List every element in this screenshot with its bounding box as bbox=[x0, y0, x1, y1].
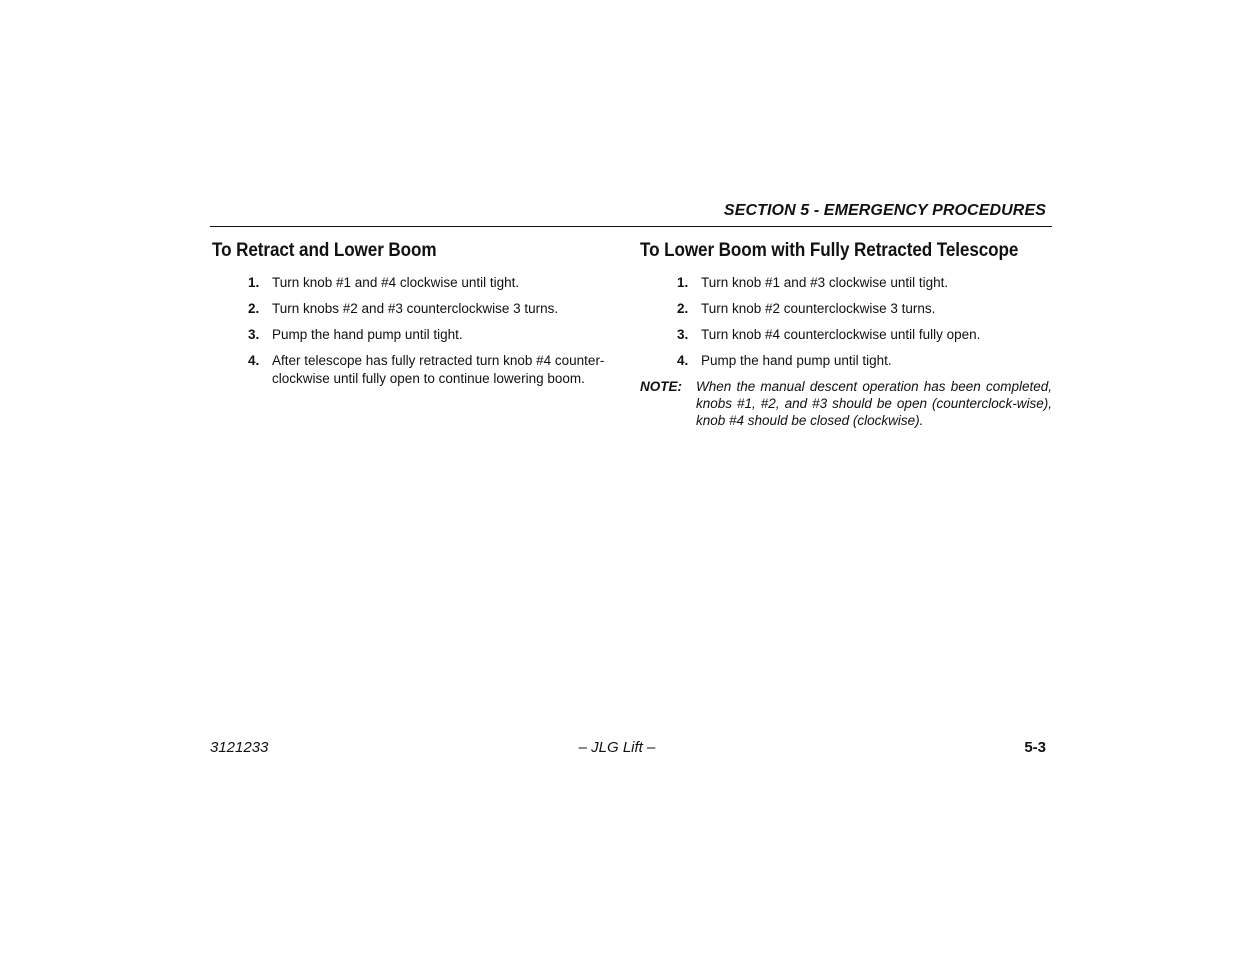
section-header-title: SECTION 5 - EMERGENCY PROCEDURES bbox=[723, 202, 1046, 219]
list-item bbox=[248, 326, 627, 344]
retract-steps-list bbox=[212, 274, 627, 388]
list-item bbox=[677, 300, 1052, 318]
step-text: After telescope has fully retracted turn knob #4 counter-clockwise until fully open to continue lowering boom. bbox=[272, 353, 605, 386]
note-label: NOTE: bbox=[640, 379, 682, 394]
step-number: 3. bbox=[248, 327, 260, 342]
lower-boom-steps-list bbox=[640, 274, 1052, 370]
list-item bbox=[677, 274, 1052, 292]
list-item bbox=[248, 274, 627, 292]
section-heading-lower-boom-retracted: To Lower Boom with Fully Retracted Telescope bbox=[640, 240, 1019, 261]
step-text: Turn knob #1 and #3 clockwise until tight. bbox=[701, 275, 949, 290]
header-divider bbox=[210, 226, 1052, 227]
section-heading-retract-lower-boom: To Retract and Lower Boom bbox=[212, 240, 437, 261]
step-text: Turn knob #2 counterclockwise 3 turns. bbox=[701, 301, 936, 316]
list-item bbox=[677, 326, 1052, 344]
step-text: Pump the hand pump until tight. bbox=[701, 353, 892, 368]
step-number: 1. bbox=[248, 275, 260, 290]
lower-boom-retracted-telescope-section bbox=[640, 240, 1052, 429]
list-item bbox=[248, 352, 627, 388]
step-text: Turn knob #1 and #4 clockwise until tight. bbox=[272, 275, 520, 290]
descent-note bbox=[640, 378, 1052, 429]
step-text: Pump the hand pump until tight. bbox=[272, 327, 463, 342]
step-number: 1. bbox=[677, 275, 689, 290]
step-number: 2. bbox=[248, 301, 260, 316]
step-text: Turn knob #4 counterclockwise until fully open. bbox=[701, 327, 981, 342]
footer-doc-number: 3121233 bbox=[210, 739, 269, 756]
list-item bbox=[677, 352, 1052, 370]
step-number: 3. bbox=[677, 327, 689, 342]
step-number: 2. bbox=[677, 301, 689, 316]
step-text: Turn knobs #2 and #3 counterclockwise 3 turns. bbox=[272, 301, 559, 316]
footer-page-number: 5-3 bbox=[1024, 739, 1046, 756]
step-number: 4. bbox=[677, 353, 689, 368]
footer-brand: – JLG Lift – bbox=[578, 739, 656, 756]
step-number: 4. bbox=[248, 353, 260, 368]
list-item bbox=[248, 300, 627, 318]
note-text: When the manual descent operation has been completed, knobs #1, #2, and #3 should be open (counterclock-wise), knob #4 should be closed (clockwise). bbox=[696, 379, 1052, 428]
retract-lower-boom-section bbox=[212, 240, 627, 396]
